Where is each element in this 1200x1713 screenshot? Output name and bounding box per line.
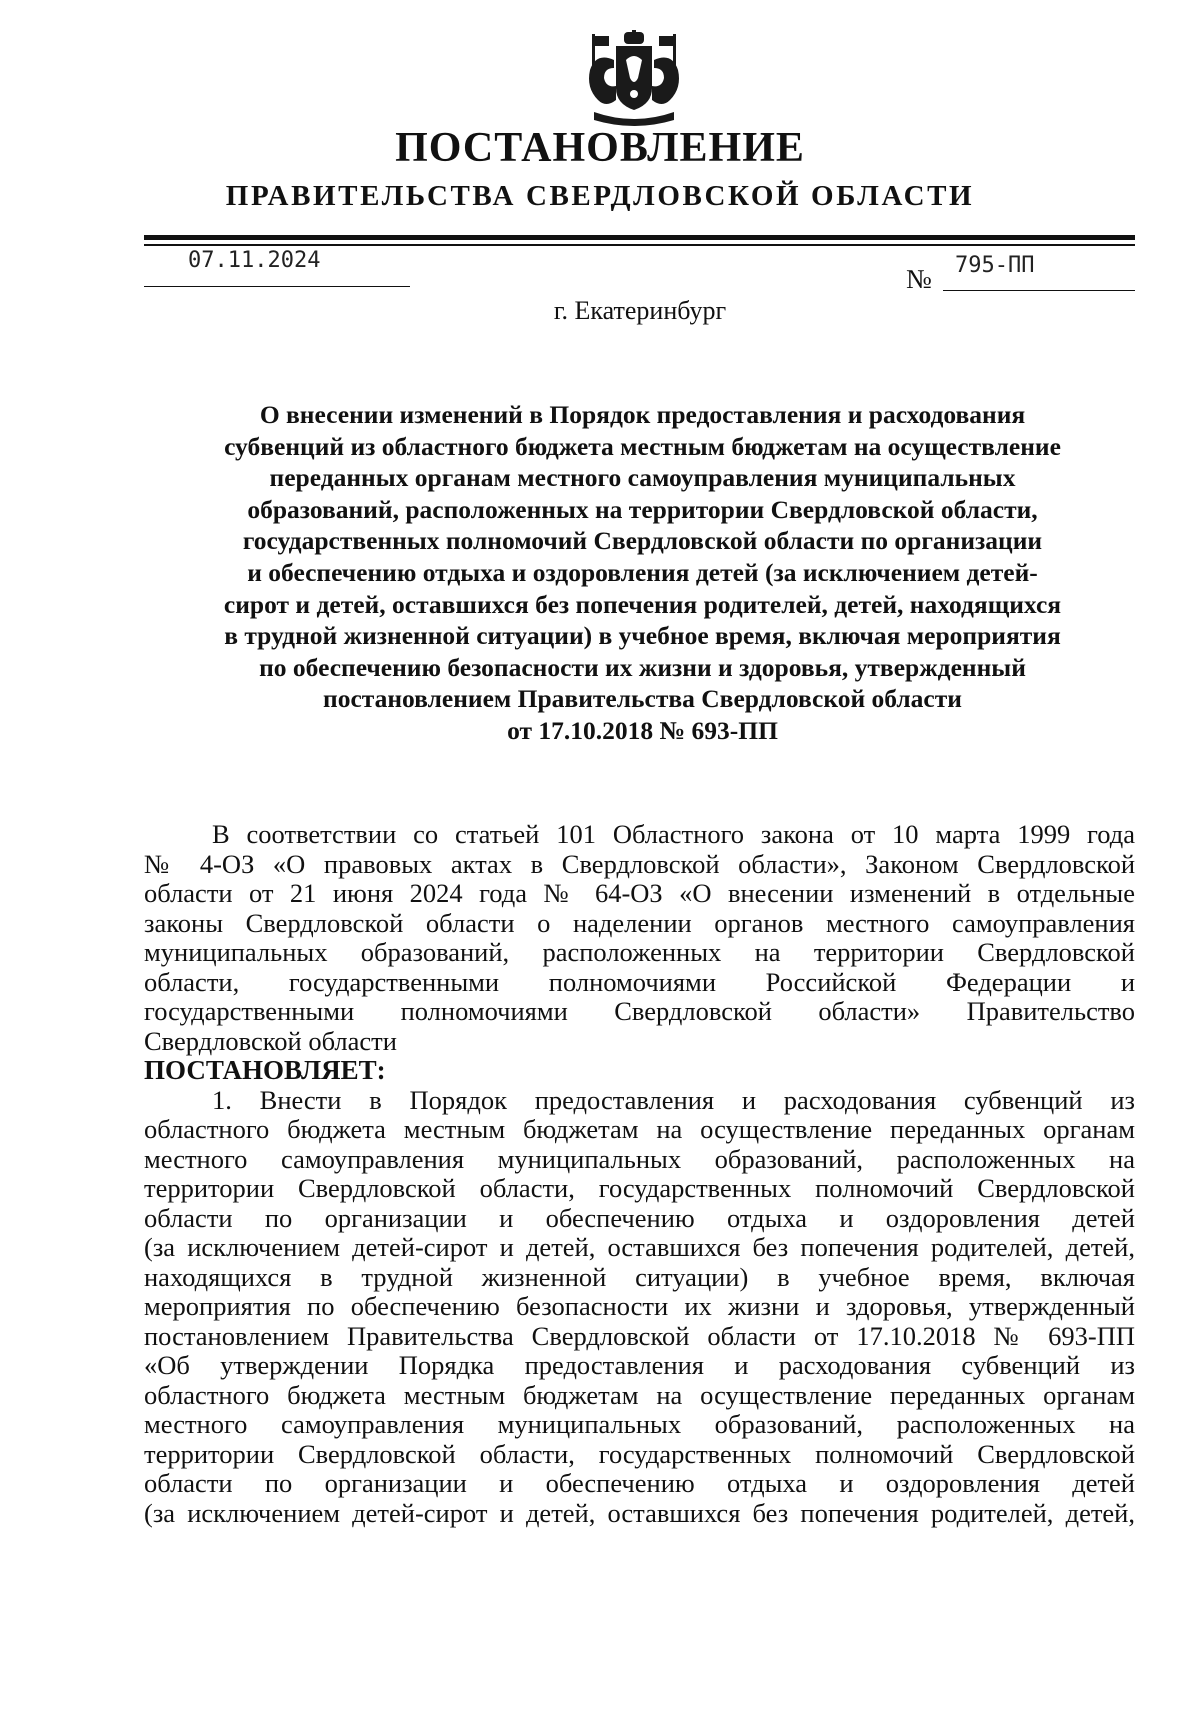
header-rule-thin [144,244,1135,246]
heading-line: переданных органам местного самоуправления муниципальных [269,463,1016,493]
heading-line: в трудной жизненной ситуации) в учебное время, включая мероприятия [224,621,1061,651]
preamble-line: государственными полномочиями Свердловской области» Правительство [144,996,1135,1026]
document-title: ПОСТАНОВЛЕНИЕ [395,125,805,171]
preamble-line: муниципальных образований, расположенных на территории Свердловской [144,937,1135,967]
heading-line: субвенций из областного бюджета местным бюджетам на осуществление [224,431,1061,461]
document-number: 795-ПП [955,253,1035,278]
item1-line: области по организации и обеспечению отдыха и оздоровления детей [144,1468,1135,1498]
document-body [144,820,1135,1528]
item1-line: местного самоуправления муниципальных образований, расположенных на [144,1409,1135,1439]
preamble-line: области от 21 июня 2024 года № 64-ОЗ «О внесении изменений в отдельные [144,878,1135,908]
heading-line: сирот и детей, оставшихся без попечения родителей, детей, находящихся [223,589,1062,619]
number-label: № [906,264,932,294]
item1-line: 1. Внести в Порядок предоставления и расходования субвенций из [212,1084,1135,1115]
heading-line: от 17.10.2018 № 693-ПП [507,715,778,745]
heading-line: О внесении изменений в Порядок предоставления и расходования [259,400,1026,429]
item1-line: (за исключением детей-сирот и детей, оставшихся без попечения родителей, детей, [144,1232,1135,1262]
header-rule-thick [144,235,1135,240]
item1-line: находящихся в трудной жизненной ситуации) в учебное время, включая [144,1261,1135,1292]
item1-line: области по организации и обеспечению отдыха и оздоровления детей [144,1202,1135,1233]
item1-line: территории Свердловской области, государственных полномочий Свердловской [144,1438,1135,1469]
item1-line: (за исключением детей-сирот и детей, оставшихся без попечения родителей, детей, [144,1497,1135,1528]
item1-line: «Об утверждении Порядка предоставления и расходования субвенций из [144,1350,1135,1380]
item1-line: местного самоуправления муниципальных образований, расположенных на [144,1143,1135,1174]
preamble-line: В соответствии со статьей 101 Областного закона от 10 марта 1999 года [212,819,1135,849]
document-issuer: ПРАВИТЕЛЬСТВА СВЕРДЛОВСКОЙ ОБЛАСТИ [225,180,975,212]
document-city: г. Екатеринбург [553,296,727,325]
heading-line: и обеспечению отдыха и оздоровления детей (за исключением детей- [247,557,1038,587]
preamble-line: Свердловской области [144,1025,397,1056]
item1-line: территории Свердловской области, государственных полномочий Свердловской [144,1173,1135,1203]
item1-line: областного бюджета местным бюджетам на осуществление переданных органам [144,1114,1135,1144]
item1-line: областного бюджета местным бюджетам на осуществление переданных органам [144,1379,1135,1410]
preamble-line: законы Свердловской области о наделении органов местного самоуправления [144,907,1135,938]
preamble-line: области, государственными полномочиями Российской Федерации и [144,966,1135,997]
document-date: 07.11.2024 [188,248,321,273]
item1-line: мероприятия по обеспечению безопасности их жизни и здоровья, утвержденный [144,1291,1135,1321]
preamble-line: № 4-ОЗ «О правовых актах в Свердловской области», Законом Свердловской [144,848,1135,879]
document-heading [150,399,1135,747]
item1-line: постановлением Правительства Свердловской области от 17.10.2018 № 693-ПП [144,1320,1135,1351]
heading-line: государственных полномочий Свердловской области по организации [242,526,1043,556]
heading-line: образований, расположенных на территории Свердловской области, [247,494,1038,524]
decree-word: ПОСТАНОВЛЯЕТ: [144,1055,386,1085]
coat-of-arms-sverdlovsk-icon [576,30,692,130]
heading-line: по обеспечению безопасности их жизни и здоровья, утвержденный [259,652,1026,682]
heading-line: постановлением Правительства Свердловской области [323,684,962,714]
